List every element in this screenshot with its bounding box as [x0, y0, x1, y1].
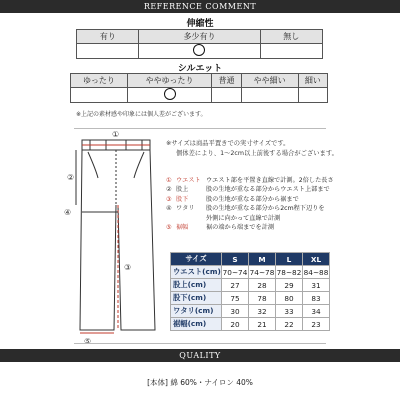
silhouette-option: ややゆったり	[127, 74, 211, 88]
size-row	[171, 292, 330, 305]
divider-bottom	[74, 343, 326, 344]
size-header-cell: XL	[303, 253, 330, 266]
legend-row	[166, 185, 334, 194]
size-header-label: サイズ	[171, 253, 222, 266]
size-row	[171, 305, 330, 318]
size-note-1: ※サイズは商品平置きでの実寸サイズです。	[166, 140, 290, 147]
size-value-cell: 83	[303, 292, 330, 305]
silhouette-option: 細い	[298, 74, 327, 88]
size-value-cell: 74~78	[249, 267, 275, 277]
size-header-cell: S	[222, 253, 249, 266]
legend-row	[166, 223, 334, 232]
legend-num: ①	[166, 177, 172, 184]
legend-key: 裾幅	[176, 224, 189, 232]
size-row-label: 股下(cm)	[171, 292, 222, 305]
size-row-label: ウエスト(cm)	[171, 266, 222, 279]
silhouette-option: やや細い	[241, 74, 298, 88]
size-header-cell: L	[276, 253, 303, 266]
legend-desc: 股の生地が重なる部分から裾まで	[206, 195, 299, 203]
size-value-cell: 78~82	[276, 267, 302, 277]
label-1: ①	[112, 130, 120, 139]
size-row-label: 股上(cm)	[171, 279, 222, 292]
legend-row	[166, 204, 334, 213]
size-value-cell: 70~74	[222, 267, 248, 277]
legend-key: ワタリ	[176, 205, 195, 213]
size-value-cell: 21	[249, 318, 276, 331]
size-value-cell: 28	[249, 279, 276, 292]
quality-bar: QUALITY	[0, 349, 400, 362]
size-value-cell: 32	[249, 305, 276, 318]
legend-key: 股上	[176, 186, 189, 194]
legend-key	[176, 214, 206, 223]
size-row-label: 裾幅(cm)	[171, 318, 222, 331]
legend-num: ③	[166, 195, 172, 203]
legend-row	[166, 176, 334, 185]
legend-desc: 股の生地が重なる部分からウエスト上部まで	[206, 186, 330, 194]
quality-text: [本体] 綿 60%・ナイロン 40%	[147, 378, 253, 387]
size-value-cell: 78	[249, 292, 276, 305]
legend-num: ②	[166, 186, 172, 194]
size-table	[170, 252, 330, 331]
size-header-cell: M	[249, 253, 276, 266]
legend-desc: 外側に向かって直線で計測	[206, 214, 281, 222]
size-note-2: 個体差により、1～2cm以上前後する場合がございます。	[176, 150, 338, 157]
stretch-option: 無し	[260, 30, 322, 44]
silhouette-option: ゆったり	[71, 74, 128, 88]
silhouette-option: 普通	[212, 74, 241, 88]
size-value-cell: 75	[222, 292, 249, 305]
size-row-label: ワタリ(cm)	[171, 305, 222, 318]
size-value-cell: 20	[222, 318, 249, 331]
reference-comment-bar: REFERENCE COMMENT	[0, 0, 400, 13]
stretch-title: 伸縮性	[186, 19, 214, 29]
legend-desc: 裾の端から端までを計測	[206, 224, 275, 232]
stretch-option: 多少有り	[139, 30, 260, 44]
size-value-cell: 29	[276, 279, 303, 292]
measurement-legend	[166, 176, 334, 232]
material-note: ※上記の素材感や印象には個人差がございます。	[76, 111, 207, 118]
size-value-cell: 31	[303, 279, 330, 292]
legend-key: 股下	[176, 195, 189, 203]
size-value-cell: 34	[303, 305, 330, 318]
size-row	[171, 266, 330, 279]
size-row	[171, 318, 330, 331]
legend-row	[166, 214, 334, 223]
size-value-cell: 84~88	[303, 267, 329, 277]
legend-num: ⑤	[166, 224, 172, 232]
legend-desc: 股の生地が重なる部分から2cm程下辺りを	[206, 205, 325, 213]
size-value-cell: 27	[222, 279, 249, 292]
size-value-cell: 80	[276, 292, 303, 305]
legend-key: ウエスト	[176, 177, 201, 184]
legend-row	[166, 195, 334, 204]
label-2: ②	[67, 173, 75, 182]
size-value-cell: 30	[222, 305, 249, 318]
size-row	[171, 279, 330, 292]
silhouette-title: シルエット	[177, 64, 223, 74]
label-3: ③	[124, 263, 132, 272]
label-5: ⑤	[84, 337, 92, 346]
size-value-cell: 33	[276, 305, 303, 318]
label-4: ④	[64, 208, 72, 217]
legend-num: ④	[166, 205, 172, 213]
legend-num	[166, 214, 176, 223]
legend-desc: ウエスト部を平置き直線で計測。2倍した長さ	[206, 177, 334, 184]
size-value-cell: 23	[303, 318, 330, 331]
stretch-option: 有り	[77, 30, 139, 44]
size-value-cell: 22	[276, 318, 303, 331]
